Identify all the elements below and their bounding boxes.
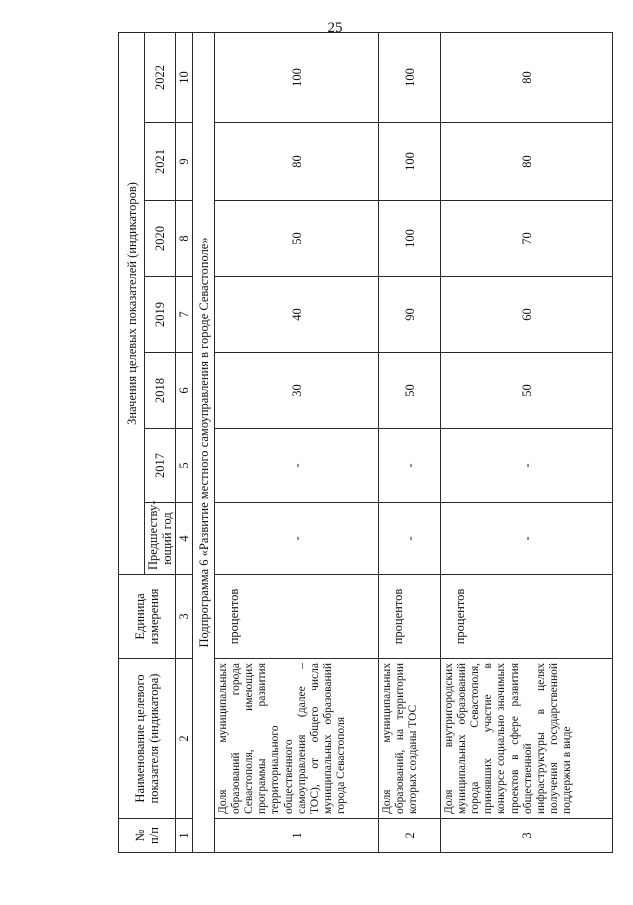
row-value: 80 bbox=[215, 123, 379, 201]
header-year: 2022 bbox=[145, 32, 176, 122]
column-number: 9 bbox=[176, 123, 193, 201]
header-year: 2019 bbox=[145, 277, 176, 353]
row-value: - bbox=[379, 429, 441, 503]
column-number: 10 bbox=[176, 32, 193, 122]
header-prev-year: Предшеству-ющий год bbox=[145, 503, 176, 575]
column-number: 6 bbox=[176, 353, 193, 429]
indicators-table bbox=[118, 32, 613, 853]
row-value: 90 bbox=[379, 277, 441, 353]
column-number: 1 bbox=[176, 819, 193, 853]
row-unit: процентов bbox=[379, 575, 441, 659]
column-number: 5 bbox=[176, 429, 193, 503]
column-number: 2 bbox=[176, 659, 193, 819]
header-unit: Единица измерения bbox=[119, 575, 176, 659]
table-row bbox=[215, 32, 379, 852]
row-unit: процентов bbox=[215, 575, 379, 659]
rotated-table-area bbox=[118, 33, 606, 853]
header-values-group: Значения целевых показателей (индикаторов) bbox=[119, 32, 145, 574]
row-name: Доля муниципальных образований города Севастополя, имеющих программы развития территориального общественного самоуправления (далее – ТОС), от общего числа муниципальных образований города Севастополя bbox=[215, 659, 379, 819]
page-number: 25 bbox=[327, 20, 343, 36]
row-num: 3 bbox=[441, 819, 613, 853]
header-year: 2018 bbox=[145, 353, 176, 429]
row-unit: процентов bbox=[441, 575, 613, 659]
row-value: 100 bbox=[379, 32, 441, 122]
row-value: 70 bbox=[441, 201, 613, 277]
header-num: № п/п bbox=[119, 819, 176, 853]
row-num: 2 bbox=[379, 819, 441, 853]
row-value: - bbox=[215, 503, 379, 575]
row-value: 50 bbox=[379, 353, 441, 429]
row-value: 50 bbox=[441, 353, 613, 429]
row-value: - bbox=[441, 429, 613, 503]
row-value: - bbox=[215, 429, 379, 503]
row-value: 100 bbox=[379, 201, 441, 277]
header-year: 2017 bbox=[145, 429, 176, 503]
table-row bbox=[379, 32, 441, 852]
row-num: 1 bbox=[215, 819, 379, 853]
row-value: - bbox=[441, 503, 613, 575]
row-value: 80 bbox=[441, 123, 613, 201]
row-value: 80 bbox=[441, 32, 613, 122]
row-value: 50 bbox=[215, 201, 379, 277]
row-value: - bbox=[379, 503, 441, 575]
column-number: 3 bbox=[176, 575, 193, 659]
table-row bbox=[441, 32, 613, 852]
header-year: 2020 bbox=[145, 201, 176, 277]
header-name: Наименование целевого показателя (индикатора) bbox=[119, 659, 176, 819]
column-number: 4 bbox=[176, 503, 193, 575]
row-value: 60 bbox=[441, 277, 613, 353]
row-value: 100 bbox=[215, 32, 379, 122]
column-number: 8 bbox=[176, 201, 193, 277]
row-value: 40 bbox=[215, 277, 379, 353]
subprogram-title: Подпрограмма 6 «Развитие местного самоуправления в городе Севастополе» bbox=[193, 32, 215, 852]
row-value: 30 bbox=[215, 353, 379, 429]
row-value: 100 bbox=[379, 123, 441, 201]
row-name: Доля муниципальных образований, на территории которых созданы ТОС bbox=[379, 659, 441, 819]
column-number: 7 bbox=[176, 277, 193, 353]
row-name: Доля внутригородских муниципальных образований города Севастополя, принявших участие в конкурсе социально значимых проектов в сфере развития общественной инфраструктуры в целях получения государственной поддержки в виде bbox=[441, 659, 613, 819]
header-year: 2021 bbox=[145, 123, 176, 201]
